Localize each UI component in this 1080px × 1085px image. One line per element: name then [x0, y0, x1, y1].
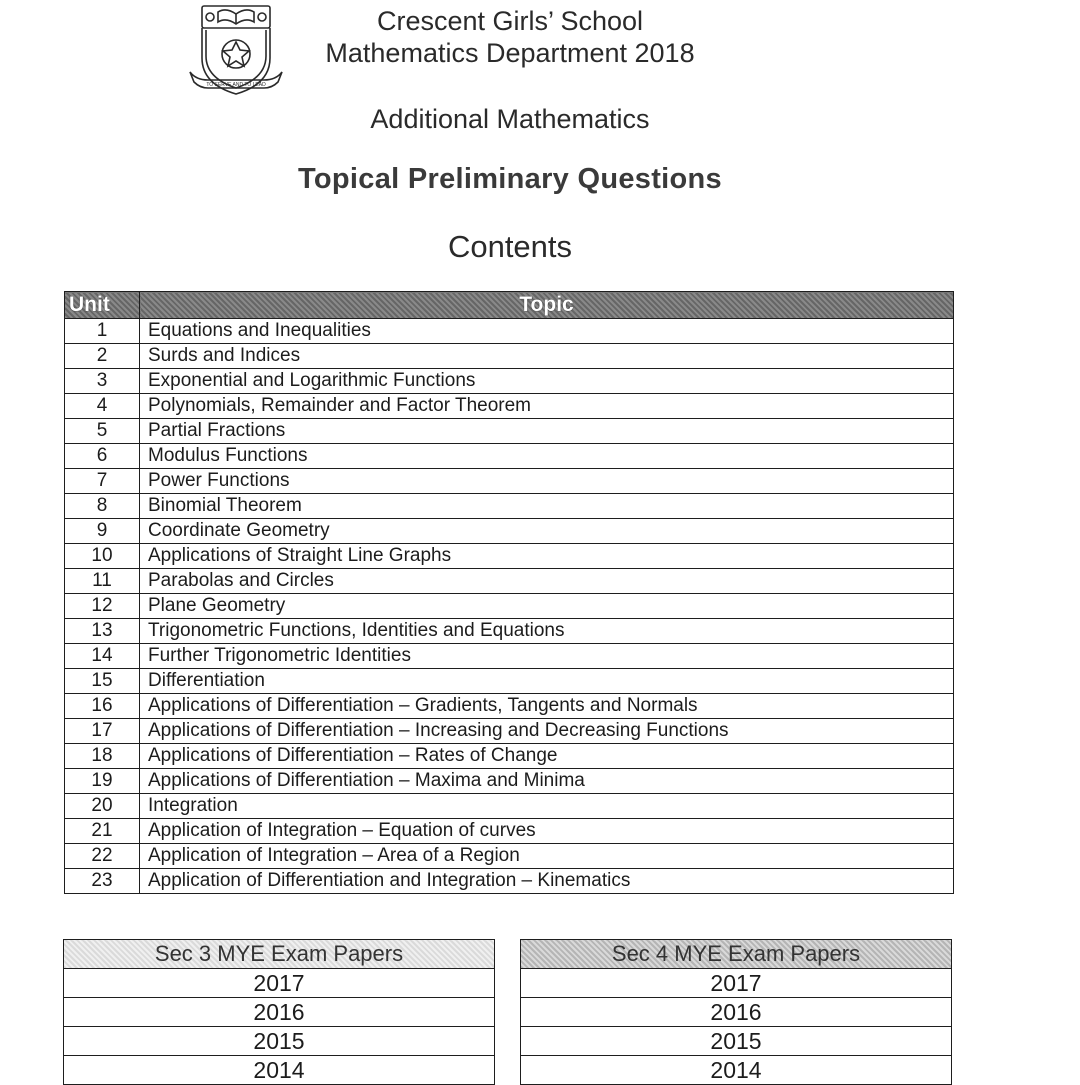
unit-number: 9 — [65, 519, 140, 544]
list-item — [64, 998, 495, 1027]
paper-year: 2014 — [64, 1056, 495, 1085]
table-row — [65, 744, 954, 769]
unit-number: 16 — [65, 694, 140, 719]
unit-number: 19 — [65, 769, 140, 794]
sec3-papers-header: Sec 3 MYE Exam Papers — [64, 940, 495, 969]
unit-number: 3 — [65, 369, 140, 394]
unit-number: 21 — [65, 819, 140, 844]
topic-name: Applications of Straight Line Graphs — [140, 544, 954, 569]
topic-name: Application of Integration – Area of a Region — [140, 844, 954, 869]
unit-number: 13 — [65, 619, 140, 644]
unit-number: 8 — [65, 494, 140, 519]
table-row — [65, 769, 954, 794]
unit-number: 12 — [65, 594, 140, 619]
topic-name: Applications of Differentiation – Maxima and Minima — [140, 769, 954, 794]
unit-number: 22 — [65, 844, 140, 869]
unit-number: 7 — [65, 469, 140, 494]
table-row — [65, 444, 954, 469]
unit-number: 15 — [65, 669, 140, 694]
topic-name: Integration — [140, 794, 954, 819]
topic-name: Applications of Differentiation – Rates of Change — [140, 744, 954, 769]
table-row — [65, 869, 954, 894]
paper-year: 2015 — [64, 1027, 495, 1056]
topics-header-row — [65, 292, 954, 319]
unit-number: 20 — [65, 794, 140, 819]
unit-number: 18 — [65, 744, 140, 769]
topic-name: Power Functions — [140, 469, 954, 494]
topic-name: Differentiation — [140, 669, 954, 694]
table-row — [65, 369, 954, 394]
table-row — [65, 469, 954, 494]
unit-number: 1 — [65, 319, 140, 344]
topic-name: Applications of Differentiation – Gradients, Tangents and Normals — [140, 694, 954, 719]
department-name: Mathematics Department 2018 — [325, 38, 695, 68]
paper-year: 2015 — [521, 1027, 952, 1056]
topic-name: Application of Differentiation and Integration – Kinematics — [140, 869, 954, 894]
topic-name: Exponential and Logarithmic Functions — [140, 369, 954, 394]
table-row — [65, 394, 954, 419]
unit-number: 14 — [65, 644, 140, 669]
table-row — [65, 794, 954, 819]
table-row — [65, 494, 954, 519]
topic-name: Application of Integration – Equation of curves — [140, 819, 954, 844]
topic-name: Partial Fractions — [140, 419, 954, 444]
table-row — [65, 544, 954, 569]
table-row — [65, 669, 954, 694]
topics-table — [64, 291, 954, 894]
unit-number: 23 — [65, 869, 140, 894]
unit-number: 5 — [65, 419, 140, 444]
sec3-papers-table — [63, 939, 495, 1085]
topic-name: Modulus Functions — [140, 444, 954, 469]
table-row — [65, 344, 954, 369]
contents-heading: Contents — [447, 229, 573, 264]
list-item — [64, 1027, 495, 1056]
unit-number: 10 — [65, 544, 140, 569]
table-row — [65, 419, 954, 444]
topic-name: Polynomials, Remainder and Factor Theorem — [140, 394, 954, 419]
paper-year: 2014 — [521, 1056, 952, 1085]
topic-name: Surds and Indices — [140, 344, 954, 369]
table-row — [65, 569, 954, 594]
topic-name: Parabolas and Circles — [140, 569, 954, 594]
unit-number: 6 — [65, 444, 140, 469]
table-row — [65, 619, 954, 644]
paper-year: 2017 — [521, 969, 952, 998]
table-row — [65, 819, 954, 844]
list-item — [521, 1027, 952, 1056]
paper-year: 2017 — [64, 969, 495, 998]
subject-title: Additional Mathematics — [370, 104, 650, 134]
topic-name: Plane Geometry — [140, 594, 954, 619]
topic-name: Trigonometric Functions, Identities and Equations — [140, 619, 954, 644]
list-item — [64, 1056, 495, 1085]
list-item — [521, 969, 952, 998]
unit-number: 4 — [65, 394, 140, 419]
paper-year: 2016 — [521, 998, 952, 1027]
topic-name: Further Trigonometric Identities — [140, 644, 954, 669]
table-row — [65, 844, 954, 869]
sec4-papers-header: Sec 4 MYE Exam Papers — [521, 940, 952, 969]
list-item — [64, 969, 495, 998]
topic-name: Applications of Differentiation – Increasing and Decreasing Functions — [140, 719, 954, 744]
table-row — [65, 319, 954, 344]
table-row — [65, 719, 954, 744]
list-item — [521, 1056, 952, 1085]
topic-name: Equations and Inequalities — [140, 319, 954, 344]
list-item — [521, 998, 952, 1027]
table-row — [65, 694, 954, 719]
crest-motto: TO SERVE AND TO LEAD — [206, 82, 266, 88]
document-title: Topical Preliminary Questions — [298, 163, 722, 195]
table-row — [65, 519, 954, 544]
topic-column-header: Topic — [140, 292, 954, 319]
sec4-papers-table — [520, 939, 952, 1085]
paper-year: 2016 — [64, 998, 495, 1027]
table-row — [65, 644, 954, 669]
unit-number: 2 — [65, 344, 140, 369]
unit-column-header: Unit — [65, 292, 140, 319]
topic-name: Binomial Theorem — [140, 494, 954, 519]
school-name: Crescent Girls’ School — [376, 6, 644, 36]
unit-number: 11 — [65, 569, 140, 594]
topic-name: Coordinate Geometry — [140, 519, 954, 544]
unit-number: 17 — [65, 719, 140, 744]
table-row — [65, 594, 954, 619]
